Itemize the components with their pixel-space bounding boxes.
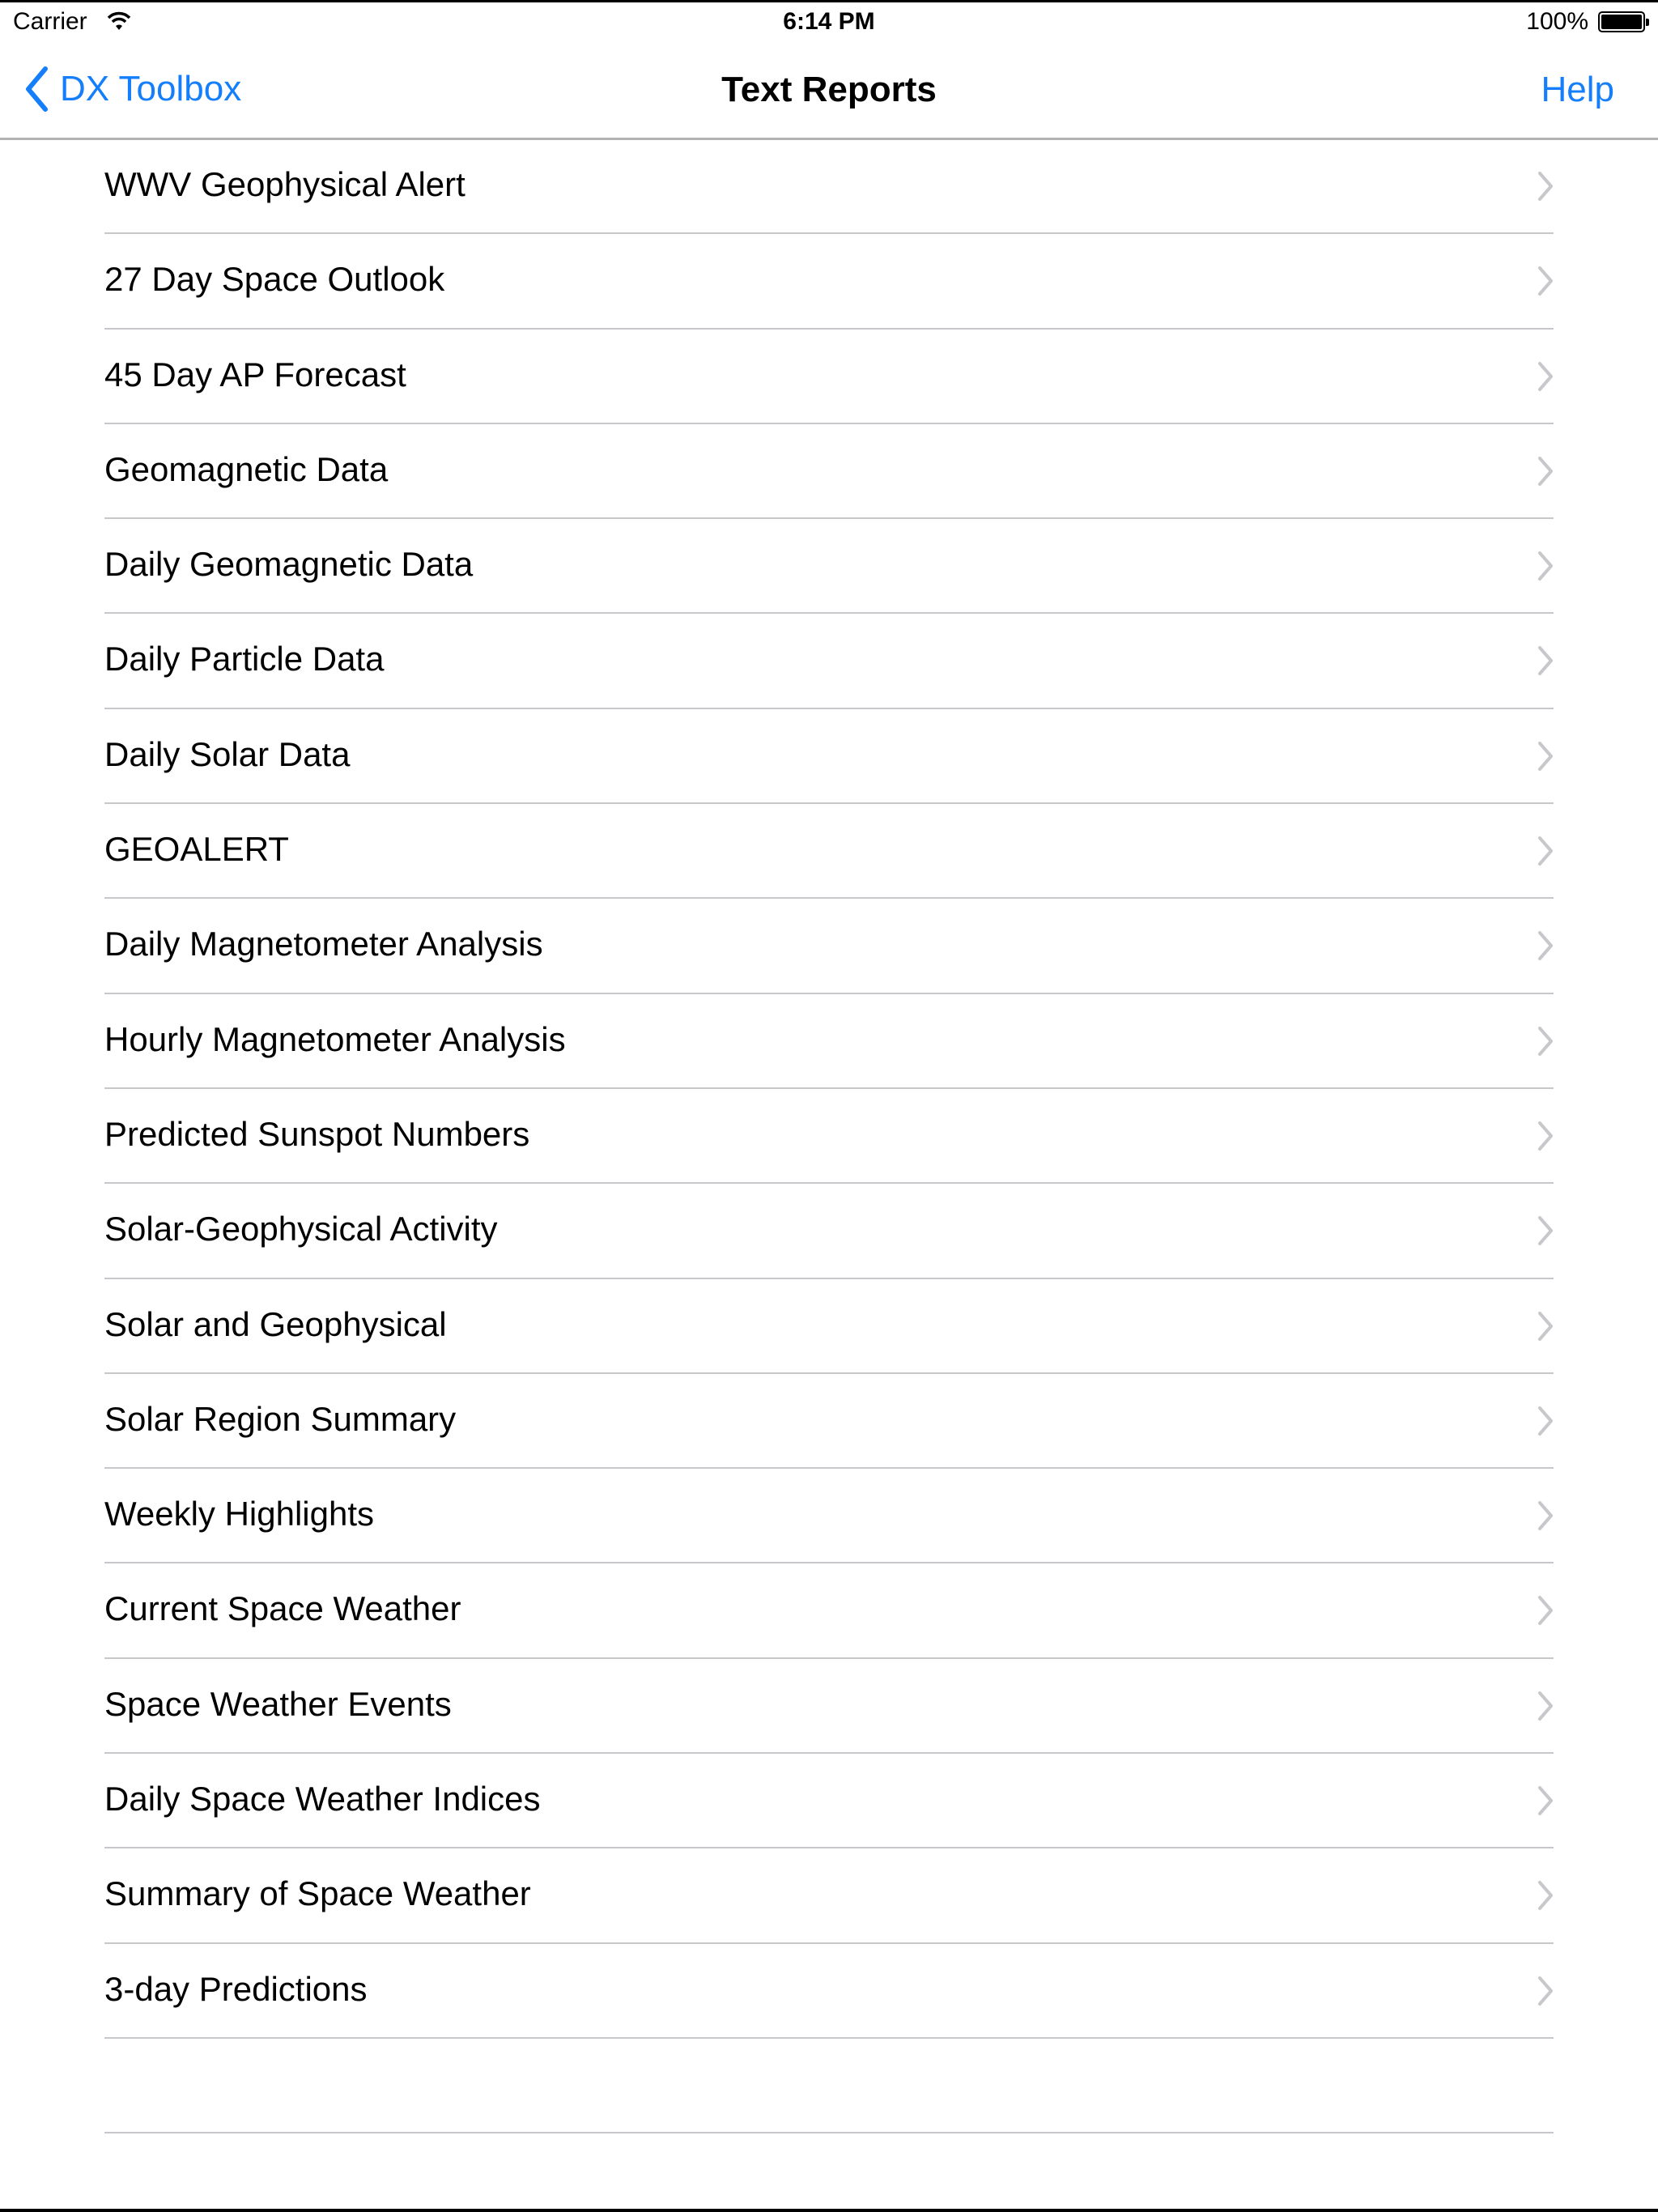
chevron-right-icon xyxy=(1537,1120,1554,1156)
list-item[interactable] xyxy=(0,1469,1658,1563)
help-button[interactable]: Help xyxy=(1541,70,1614,109)
chevron-right-icon xyxy=(1537,360,1554,397)
reports-list xyxy=(0,139,1658,2133)
list-item-label: Daily Magnetometer Analysis xyxy=(104,925,543,963)
list-item[interactable] xyxy=(0,519,1658,614)
list-item-label: WWV Geophysical Alert xyxy=(104,165,466,203)
list-item[interactable] xyxy=(0,330,1658,424)
chevron-right-icon xyxy=(1537,550,1554,586)
list-item[interactable] xyxy=(0,139,1658,234)
bottom-border xyxy=(0,2209,1658,2212)
page-title: Text Reports xyxy=(721,70,937,109)
status-bar xyxy=(0,0,1658,47)
carrier-label: Carrier xyxy=(13,8,87,35)
battery-icon xyxy=(1598,11,1645,32)
list-item-label: Daily Space Weather Indices xyxy=(104,1780,541,1819)
chevron-right-icon xyxy=(1537,835,1554,871)
list-item[interactable] xyxy=(0,614,1658,708)
list-item-label: Solar Region Summary xyxy=(104,1399,457,1438)
list-item[interactable] xyxy=(0,804,1658,899)
list-item-label: Daily Geomagnetic Data xyxy=(104,545,474,584)
list-item-label: Solar and Geophysical xyxy=(104,1304,447,1343)
battery-percent: 100% xyxy=(1526,8,1588,35)
chevron-right-icon xyxy=(1537,1594,1554,1631)
chevron-right-icon xyxy=(1537,1025,1554,1061)
list-item[interactable] xyxy=(0,1563,1658,1658)
list-item-label: Hourly Magnetometer Analysis xyxy=(104,1019,566,1058)
list-item-label: Predicted Sunspot Numbers xyxy=(104,1114,530,1153)
chevron-right-icon xyxy=(1537,1690,1554,1726)
chevron-right-icon xyxy=(1537,1975,1554,2011)
chevron-right-icon xyxy=(1537,265,1554,301)
back-label: DX Toolbox xyxy=(60,69,242,108)
list-item[interactable] xyxy=(0,1374,1658,1469)
chevron-right-icon xyxy=(1537,1499,1554,1536)
chevron-right-icon xyxy=(1537,455,1554,491)
list-item[interactable] xyxy=(0,424,1658,519)
list-item[interactable] xyxy=(0,1659,1658,1754)
list-item[interactable] xyxy=(0,1089,1658,1184)
list-item-label: Daily Solar Data xyxy=(104,734,351,773)
row-separator xyxy=(104,2132,1554,2133)
status-time: 6:14 PM xyxy=(783,8,875,35)
list-item[interactable] xyxy=(0,1184,1658,1278)
list-item-label: Space Weather Events xyxy=(104,1684,452,1723)
navigation-bar xyxy=(0,47,1658,140)
chevron-right-icon xyxy=(1537,929,1554,966)
empty-row xyxy=(0,2039,1658,2133)
list-item-label: 45 Day AP Forecast xyxy=(104,355,406,393)
list-item[interactable] xyxy=(0,709,1658,804)
list-item[interactable] xyxy=(0,234,1658,329)
chevron-right-icon xyxy=(1537,1405,1554,1441)
list-item[interactable] xyxy=(0,1848,1658,1943)
list-item-label: Current Space Weather xyxy=(104,1589,461,1628)
chevron-right-icon xyxy=(1537,740,1554,776)
list-item-label: Daily Particle Data xyxy=(104,640,385,678)
chevron-right-icon xyxy=(1537,644,1554,681)
list-item[interactable] xyxy=(0,994,1658,1089)
chevron-right-icon xyxy=(1537,1310,1554,1346)
list-item-label: Summary of Space Weather xyxy=(104,1874,531,1913)
list-item-label: GEOALERT xyxy=(104,830,289,869)
list-item-label: 3-day Predictions xyxy=(104,1969,368,2008)
list-item-label: Geomagnetic Data xyxy=(104,449,389,488)
list-item-label: Weekly Highlights xyxy=(104,1495,375,1534)
chevron-right-icon xyxy=(1537,1214,1554,1251)
chevron-right-icon xyxy=(1537,1879,1554,1916)
list-item[interactable] xyxy=(0,1279,1658,1374)
list-item-label: 27 Day Space Outlook xyxy=(104,260,445,299)
list-item-label: Solar-Geophysical Activity xyxy=(104,1210,498,1249)
chevron-right-icon xyxy=(1537,1784,1554,1821)
list-item[interactable] xyxy=(0,1944,1658,2039)
list-item[interactable] xyxy=(0,899,1658,993)
chevron-right-icon xyxy=(1537,170,1554,206)
list-item[interactable] xyxy=(0,1754,1658,1848)
